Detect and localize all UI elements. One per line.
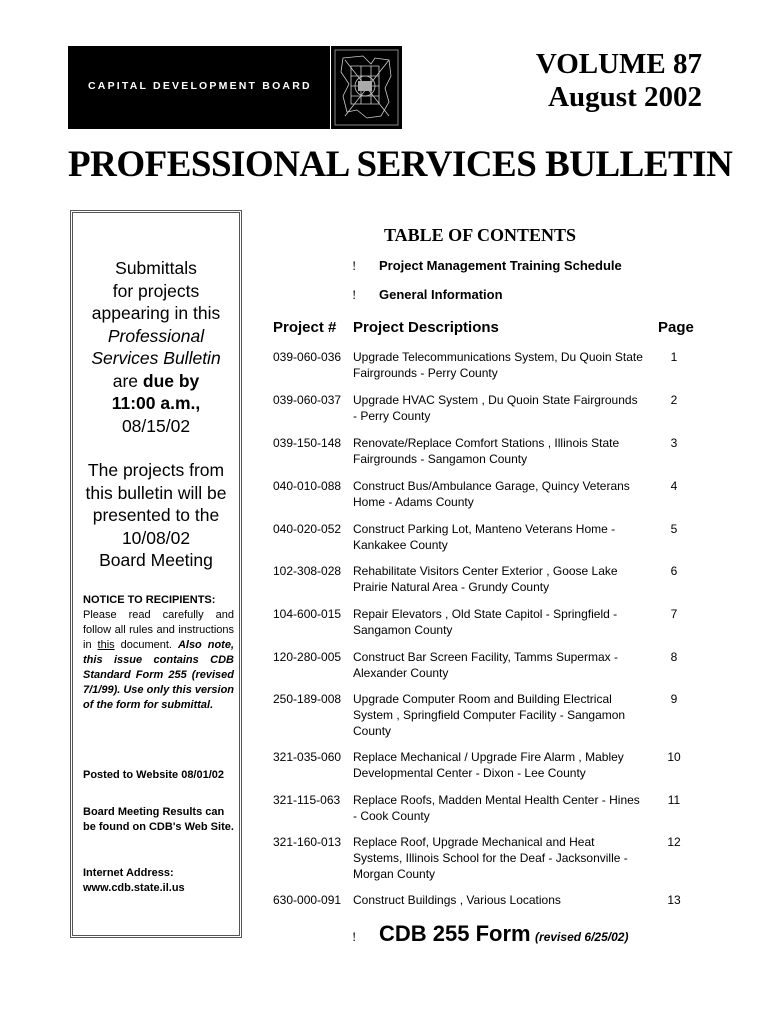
notice-heading: NOTICE TO RECIPIENTS:: [83, 594, 216, 606]
project-page: 12: [667, 835, 681, 849]
toc-bullet-item[interactable]: [352, 258, 622, 274]
bullet-icon: !: [352, 287, 357, 302]
project-number: 040-020-052: [273, 522, 342, 536]
project-number: 039-060-037: [273, 393, 342, 407]
project-description: Construct Buildings , Various Locations: [353, 893, 561, 907]
project-number: 104-600-015: [273, 607, 342, 621]
submit-date: 08/15/02: [121, 415, 191, 436]
project-description: Upgrade Telecommunications System, Du Quoin State Fairgrounds - Perry County: [353, 350, 643, 380]
column-header-description: Project Descriptions: [353, 319, 499, 336]
submit-line: appearing in this: [91, 303, 221, 323]
logo-seal-icon: [331, 46, 402, 129]
projects-line: 10/08/02: [121, 527, 191, 548]
project-description: Replace Roof, Upgrade Mechanical and Heat Systems, Illinois School for the Deaf - Jacksonville - Morgan County: [353, 835, 628, 881]
notice-to-recipients: [83, 593, 234, 713]
projects-line: presented to the: [92, 505, 220, 525]
project-number: 120-280-005: [273, 650, 342, 664]
project-description: Construct Parking Lot, Manteno Veterans Home - Kankakee County: [353, 522, 616, 552]
toc-heading: TABLE OF CONTENTS: [384, 225, 577, 245]
form-title: CDB 255 Form: [379, 921, 531, 946]
project-number: 321-035-060: [273, 750, 342, 764]
toc-bullet-label: General Information: [379, 287, 503, 302]
column-header-project: Project #: [273, 319, 337, 336]
project-number: 321-115-063: [273, 793, 341, 807]
submit-time: 11:00 a.m.,: [111, 393, 201, 413]
notice-italic-text: Also note, this issue contains CDB Standard Form 255 (revised 7/1/99). Use only this version of the form for submittal.: [83, 639, 235, 711]
project-page: 6: [670, 564, 678, 578]
project-number: 321-160-013: [273, 835, 342, 849]
posted-date: Posted to Website 08/01/02: [83, 769, 225, 781]
project-page: 10: [667, 750, 681, 764]
sidebar-box: [70, 210, 242, 938]
submit-due-by: due by: [142, 370, 200, 391]
project-page: 9: [670, 692, 678, 706]
project-description: Upgrade HVAC System , Du Quoin State Fairgrounds - Perry County: [353, 393, 638, 423]
submit-line: Submittals: [115, 258, 197, 278]
submit-line: for projects: [112, 280, 200, 301]
issue-date: August 2002: [548, 81, 702, 113]
submit-are: are: [112, 370, 143, 391]
org-name: CAPITAL DEVELOPMENT BOARD: [88, 80, 312, 92]
project-number: 040-010-088: [273, 479, 342, 493]
project-description: Upgrade Computer Room and Building Electrical System , Springfield Computer Facility - Sangamon County: [353, 692, 626, 738]
project-description: Construct Bus/Ambulance Garage, Quincy Veterans Home - Adams County: [353, 479, 630, 509]
submit-line: Professional: [107, 325, 205, 346]
toc-bullet-item[interactable]: [352, 287, 503, 303]
internet-address: [83, 866, 234, 896]
project-page: 5: [670, 522, 678, 536]
projects-line: Board Meeting: [99, 550, 213, 570]
page-title: PROFESSIONAL SERVICES BULLETIN: [68, 144, 733, 185]
internet-label: Internet Address:: [83, 867, 174, 879]
notice-text: Please read carefully and follow all rules and instructions in: [83, 609, 234, 651]
board-results-note: Board Meeting Results can be found on CDB's Web Site.: [83, 806, 234, 833]
submit-line: Services Bulletin: [91, 348, 221, 368]
bullet-icon: !: [352, 258, 357, 273]
notice-this: this: [97, 639, 115, 651]
project-description: Replace Mechanical / Upgrade Fire Alarm , Mabley Developmental Center - Dixon - Lee County: [353, 750, 624, 780]
project-description: Renovate/Replace Comfort Stations , Illinois State Fairgrounds - Sangamon County: [353, 436, 620, 466]
project-description: Replace Roofs, Madden Mental Health Center - Hines - Cook County: [353, 793, 640, 823]
project-page: 7: [670, 607, 678, 621]
toc-bullet-label: Project Management Training Schedule: [379, 258, 622, 273]
project-page: 1: [670, 350, 678, 364]
project-number: 102-308-028: [273, 564, 342, 578]
project-description: Construct Bar Screen Facility, Tamms Supermax - Alexander County: [353, 650, 618, 680]
submittal-deadline: [73, 257, 239, 437]
projects-line: this bulletin will be: [85, 482, 227, 503]
cdb-255-form-link[interactable]: [352, 921, 628, 947]
header-banner: [68, 46, 330, 129]
column-header-page: Page: [658, 319, 694, 336]
internet-url[interactable]: www.cdb.state.il.us: [83, 882, 185, 894]
project-number: 630-000-091: [273, 893, 342, 907]
project-page: 2: [670, 393, 678, 407]
submit-line: [73, 370, 239, 393]
board-meeting-notice: [73, 459, 239, 572]
volume-number: VOLUME 87: [535, 48, 702, 80]
project-page: 4: [670, 479, 678, 493]
project-page: 3: [670, 436, 678, 450]
notice-text: document.: [114, 639, 178, 651]
project-number: 039-060-036: [273, 350, 342, 364]
projects-line: The projects from: [87, 460, 225, 480]
project-page: 11: [667, 793, 681, 807]
project-description: Rehabilitate Visitors Center Exterior , Goose Lake Prairie Natural Area - Grundy County: [353, 564, 618, 594]
bullet-icon: !: [352, 929, 357, 944]
project-page: 13: [667, 893, 681, 907]
project-description: Repair Elevators , Old State Capitol - Springfield - Sangamon County: [353, 607, 618, 637]
project-page: 8: [670, 650, 678, 664]
project-number: 039-150-148: [273, 436, 342, 450]
project-number: 250-189-008: [273, 692, 342, 706]
form-revision: (revised 6/25/02): [535, 930, 629, 944]
